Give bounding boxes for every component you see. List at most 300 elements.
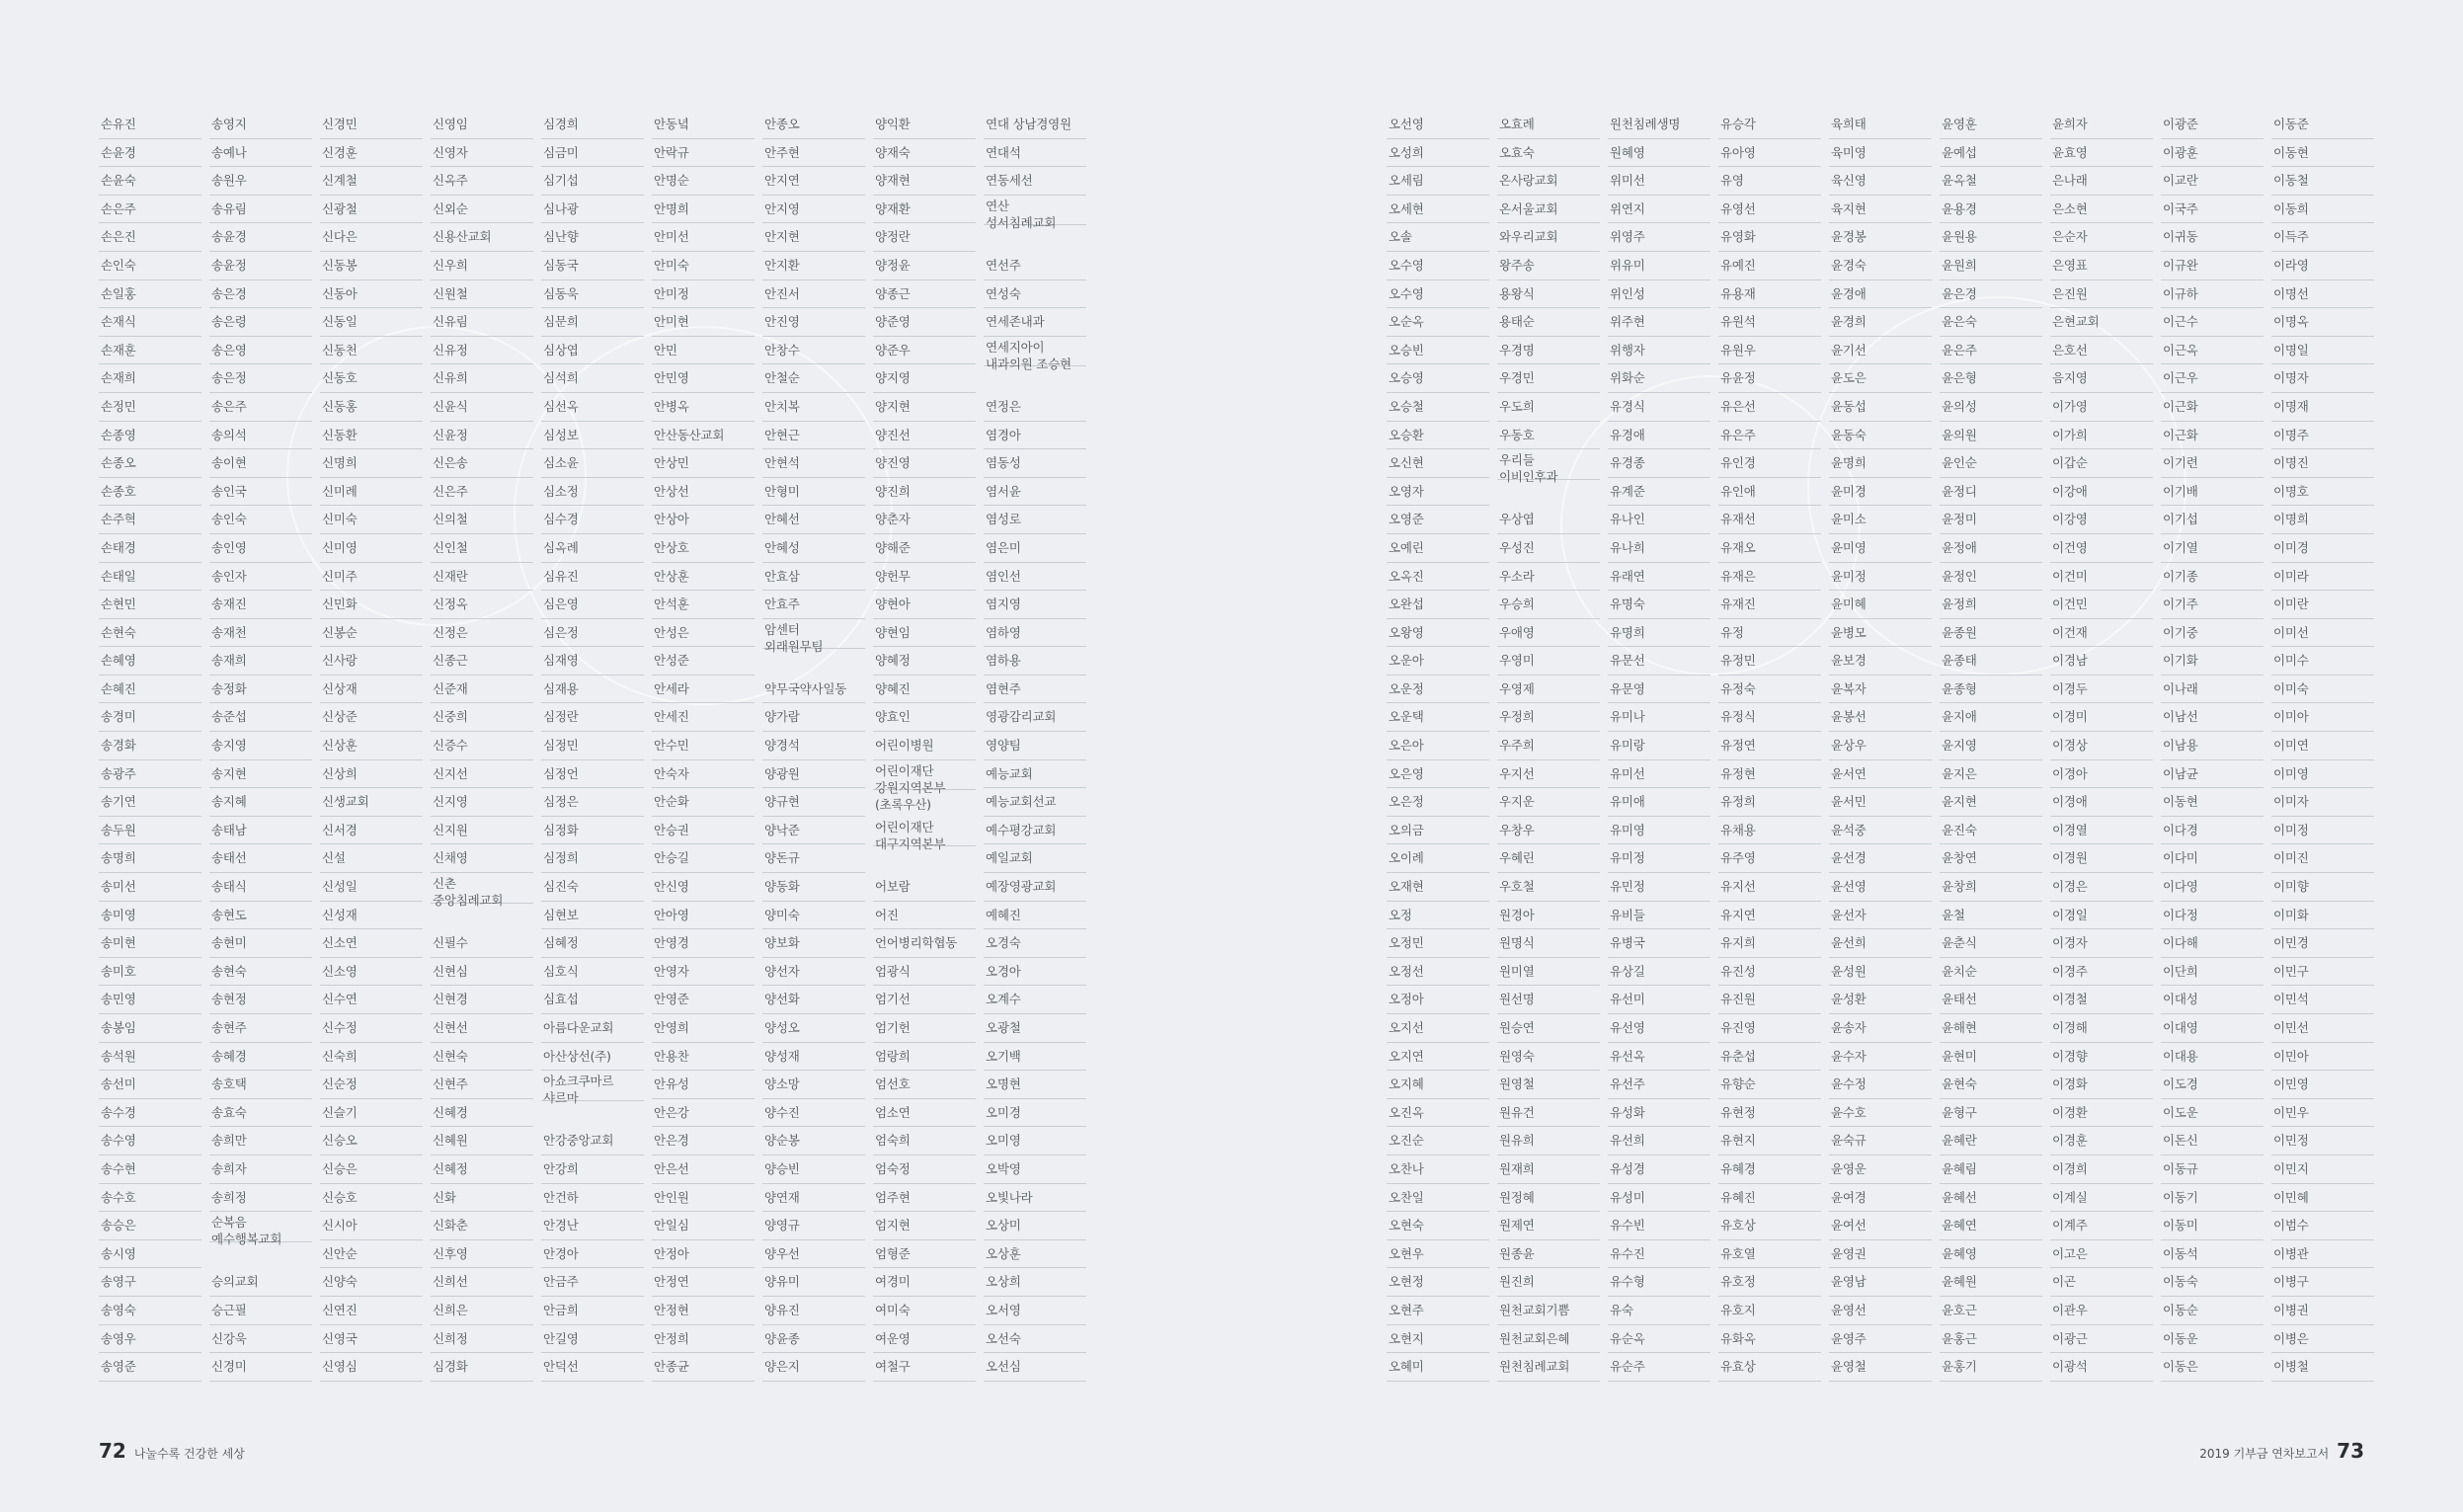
donor-name: 손종오 <box>99 449 201 478</box>
donor-name: 유채용 <box>1718 817 1821 845</box>
donor-name: 양순봉 <box>762 1127 865 1155</box>
donor-name: 유문영 <box>1608 676 1710 704</box>
donor-name: 이미향 <box>2271 873 2374 902</box>
donor-name: 엄광식 <box>873 958 976 987</box>
donor-name: 이미아 <box>2271 703 2374 732</box>
donor-name: 이경향 <box>2050 1043 2153 1072</box>
donor-name: 유현정 <box>1718 1099 1821 1128</box>
donor-name: 신미례 <box>320 478 423 507</box>
donor-name: 양재환 <box>873 196 976 224</box>
donor-name: 여운영 <box>873 1325 976 1354</box>
donor-name: 안상훈 <box>652 563 755 592</box>
donor-name: 이라영 <box>2271 252 2374 280</box>
donor-name: 유수형 <box>1608 1268 1710 1297</box>
donor-name: 안세라 <box>652 676 755 704</box>
donor-name: 유미영 <box>1608 817 1710 845</box>
donor-name: 오경숙 <box>984 929 1086 958</box>
donor-name: 위화순 <box>1608 364 1710 393</box>
donor-name: 송인영 <box>209 534 312 563</box>
donor-name: 원명식 <box>1497 929 1600 958</box>
donor-name: 오선심 <box>984 1353 1086 1382</box>
donor-name: 위행자 <box>1608 337 1710 365</box>
donor-name: 오이례 <box>1387 844 1489 873</box>
donor-name: 안혜선 <box>762 506 865 534</box>
donor-name: 언어병리학협동 <box>873 929 976 958</box>
donor-name: 이경아 <box>2050 760 2153 789</box>
donor-name: 손현민 <box>99 591 201 619</box>
donor-name: 심정언 <box>541 760 644 789</box>
donor-name: 유정민 <box>1718 647 1821 676</box>
donor-name: 유정 <box>1718 619 1821 648</box>
donor-name: 오승철 <box>1387 393 1489 422</box>
donor-name: 오옥진 <box>1387 563 1489 592</box>
donor-name: 신미주 <box>320 563 423 592</box>
donor-name: 안영경 <box>652 929 755 958</box>
donor-name: 윤진숙 <box>1940 817 2042 845</box>
donor-name: 송명희 <box>99 844 201 873</box>
donor-name: 이미연 <box>2271 732 2374 760</box>
donor-name: 안명순 <box>652 167 755 196</box>
donor-name: 이범수 <box>2271 1212 2374 1240</box>
donor-name: 안산동산교회 <box>652 422 755 450</box>
donor-name: 이곤 <box>2050 1268 2153 1297</box>
donor-name: 오수영 <box>1387 280 1489 309</box>
donor-name: 신필수 <box>431 929 533 958</box>
donor-name: 신승호 <box>320 1184 423 1213</box>
donor-name: 송준섭 <box>209 703 312 732</box>
donor-name: 이다영 <box>2161 873 2264 902</box>
donor-name: 엄주현 <box>873 1184 976 1213</box>
donor-name: 오정 <box>1387 902 1489 930</box>
donor-name: 예능교회선교 <box>984 788 1086 817</box>
donor-name: 윤현미 <box>1940 1043 2042 1072</box>
donor-name: 안효주 <box>762 591 865 619</box>
donor-name: 이민아 <box>2271 1043 2374 1072</box>
donor-name: 오운아 <box>1387 647 1489 676</box>
donor-name: 위영주 <box>1608 223 1710 252</box>
donor-name: 심상엽 <box>541 337 644 365</box>
donor-name: 왕주송 <box>1497 252 1600 280</box>
donor-name: 이기종 <box>2161 563 2264 592</box>
donor-name: 이민석 <box>2271 986 2374 1014</box>
donor-name: 안정현 <box>652 1297 755 1325</box>
donor-name: 양선화 <box>762 986 865 1014</box>
donor-name: 이득주 <box>2271 223 2374 252</box>
donor-name: 오지선 <box>1387 1014 1489 1043</box>
donor-name: 우호철 <box>1497 873 1600 902</box>
donor-name: 신재란 <box>431 563 533 592</box>
donor-name: 유진영 <box>1718 1014 1821 1043</box>
donor-name: 양혜진 <box>873 676 976 704</box>
donor-name: 양준영 <box>873 308 976 337</box>
donor-name: 우영미 <box>1497 647 1600 676</box>
donor-name: 약무국약사일동 <box>762 676 865 704</box>
donor-name: 어진 <box>873 902 976 930</box>
donor-name: 윤원희 <box>1940 252 2042 280</box>
donor-name: 손주혁 <box>99 506 201 534</box>
donor-name: 양낙준 <box>762 817 865 845</box>
donor-name: 신영임 <box>431 111 533 139</box>
donor-name: 윤영훈 <box>1940 111 2042 139</box>
donor-name: 이동현 <box>2271 139 2374 168</box>
donor-name: 안세진 <box>652 703 755 732</box>
donor-name: 이민지 <box>2271 1155 2374 1184</box>
donor-name: 유지선 <box>1718 873 1821 902</box>
donor-name: 이규완 <box>2161 252 2264 280</box>
donor-name: 손일홍 <box>99 280 201 309</box>
donor-name: 송원우 <box>209 167 312 196</box>
donor-name: 이국주 <box>2161 196 2264 224</box>
donor-name: 송영준 <box>99 1353 201 1382</box>
donor-name: 신상희 <box>320 760 423 789</box>
donor-name: 유상길 <box>1608 958 1710 987</box>
donor-name: 유은주 <box>1718 422 1821 450</box>
donor-name: 유수빈 <box>1608 1212 1710 1240</box>
donor-name: 이도운 <box>2161 1099 2264 1128</box>
donor-name: 이경훈 <box>2050 1127 2153 1155</box>
donor-name: 이나래 <box>2161 676 2264 704</box>
donor-name: 신종근 <box>431 647 533 676</box>
donor-name: 유경식 <box>1608 393 1710 422</box>
donor-name: 송의석 <box>209 422 312 450</box>
donor-name: 안미정 <box>652 280 755 309</box>
donor-name: 신민화 <box>320 591 423 619</box>
donor-name: 이대용 <box>2161 1043 2264 1072</box>
donor-name: 안형미 <box>762 478 865 507</box>
donor-name: 신시아 <box>320 1212 423 1240</box>
donor-name: 우동호 <box>1497 422 1600 450</box>
donor-name: 오상희 <box>984 1268 1086 1297</box>
donor-name: 안상민 <box>652 449 755 478</box>
donor-name: 안지연 <box>762 167 865 196</box>
donor-name: 엄소연 <box>873 1099 976 1128</box>
donor-name: 손유진 <box>99 111 201 139</box>
donor-name: 안건하 <box>541 1184 644 1213</box>
donor-name: 신영국 <box>320 1325 423 1354</box>
donor-name: 안민 <box>652 337 755 365</box>
donor-name: 오광철 <box>984 1014 1086 1043</box>
donor-name: 염성로 <box>984 506 1086 534</box>
donor-name: 신희정 <box>431 1325 533 1354</box>
donor-name: 안석훈 <box>652 591 755 619</box>
donor-name: 심정민 <box>541 732 644 760</box>
donor-name: 이기열 <box>2161 534 2264 563</box>
donor-name: 이고은 <box>2050 1240 2153 1269</box>
donor-name: 온서울교회 <box>1497 196 1600 224</box>
donor-name: 신숙희 <box>320 1043 423 1072</box>
donor-name: 이대성 <box>2161 986 2264 1014</box>
donor-name: 어린이병원 <box>873 732 976 760</box>
donor-name: 송호택 <box>209 1071 312 1099</box>
donor-name: 신윤식 <box>431 393 533 422</box>
donor-name: 오찬나 <box>1387 1155 1489 1184</box>
donor-name: 오성희 <box>1387 139 1489 168</box>
donor-name: 유나인 <box>1608 506 1710 534</box>
donor-name: 안길영 <box>541 1325 644 1354</box>
donor-name: 신연진 <box>320 1297 423 1325</box>
donor-name: 엄기헌 <box>873 1014 976 1043</box>
donor-name: 윤경숙 <box>1829 252 1932 280</box>
donor-name: 신희은 <box>431 1297 533 1325</box>
donor-name: 신우희 <box>431 252 533 280</box>
donor-name: 이동규 <box>2161 1155 2264 1184</box>
donor-name: 예혜진 <box>984 902 1086 930</box>
donor-name: 양우선 <box>762 1240 865 1269</box>
donor-name: 송광주 <box>99 760 201 789</box>
footer-right <box>2199 1439 2364 1463</box>
donor-name: 송혜경 <box>209 1043 312 1072</box>
donor-name: 유선주 <box>1608 1071 1710 1099</box>
donor-name: 아산상선(주) <box>541 1043 644 1072</box>
donor-name: 송민영 <box>99 986 201 1014</box>
donor-name: 윤희자 <box>2050 111 2153 139</box>
donor-name: 윤미정 <box>1829 563 1932 592</box>
donor-name: 신현주 <box>431 1071 533 1099</box>
donor-name: 이건미 <box>2050 563 2153 592</box>
donor-name: 유명희 <box>1608 619 1710 648</box>
donor-name: 이명일 <box>2271 337 2374 365</box>
donor-name: 안주현 <box>762 139 865 168</box>
donor-name: 송효숙 <box>209 1099 312 1128</box>
donor-name: 윤지영 <box>1940 732 2042 760</box>
donor-name: 양미숙 <box>762 902 865 930</box>
donor-name: 윤현숙 <box>1940 1071 2042 1099</box>
donor-name: 이다경 <box>2161 817 2264 845</box>
donor-name: 이미라 <box>2271 563 2374 592</box>
donor-name: 윤도은 <box>1829 364 1932 393</box>
donor-name: 양효인 <box>873 703 976 732</box>
donor-name: 염하용 <box>984 647 1086 676</box>
donor-name: 윤종원 <box>1940 619 2042 648</box>
donor-name: 양해준 <box>873 534 976 563</box>
donor-name: 송영구 <box>99 1268 201 1297</box>
donor-name: 이미란 <box>2271 591 2374 619</box>
donor-name: 이병은 <box>2271 1325 2374 1354</box>
donor-name: 유은선 <box>1718 393 1821 422</box>
donor-name: 송인국 <box>209 478 312 507</box>
donor-name: 윤선희 <box>1829 929 1932 958</box>
donor-name: 손종영 <box>99 422 201 450</box>
donor-name: 원유희 <box>1497 1127 1600 1155</box>
donor-name: 송미호 <box>99 958 201 987</box>
donor-name: 이동은 <box>2161 1353 2264 1382</box>
donor-name: 원천교회은혜 <box>1497 1325 1600 1354</box>
donor-name: 송승은 <box>99 1212 201 1240</box>
donor-name: 오운택 <box>1387 703 1489 732</box>
donor-name: 오혜미 <box>1387 1353 1489 1382</box>
donor-name: 위인성 <box>1608 280 1710 309</box>
donor-name: 이기배 <box>2161 478 2264 507</box>
donor-name: 이병권 <box>2271 1297 2374 1325</box>
donor-name: 이병철 <box>2271 1353 2374 1382</box>
donor-name: 윤경애 <box>1829 280 1932 309</box>
donor-name: 이미경 <box>2271 534 2374 563</box>
donor-name: 은순자 <box>2050 223 2153 252</box>
donor-name: 유수진 <box>1608 1240 1710 1269</box>
donor-name: 안상아 <box>652 506 755 534</box>
donor-name: 심정란 <box>541 703 644 732</box>
donor-name: 오계수 <box>984 986 1086 1014</box>
donor-name: 은소현 <box>2050 196 2153 224</box>
donor-name: 유재은 <box>1718 563 1821 592</box>
donor-name: 손재희 <box>99 364 201 393</box>
donor-name: 여경미 <box>873 1268 976 1297</box>
donor-name: 심소정 <box>541 478 644 507</box>
donor-name: 연성숙 <box>984 280 1086 309</box>
donor-name: 신화 <box>431 1184 533 1213</box>
donor-name: 신원철 <box>431 280 533 309</box>
donor-name: 엄형준 <box>873 1240 976 1269</box>
donor-name: 신광철 <box>320 196 423 224</box>
donor-name: 유향순 <box>1718 1071 1821 1099</box>
donor-name: 이경철 <box>2050 986 2153 1014</box>
donor-name: 승근필 <box>209 1297 312 1325</box>
donor-name: 신동호 <box>320 364 423 393</box>
donor-name: 이동석 <box>2161 1240 2264 1269</box>
donor-name: 윤보경 <box>1829 647 1932 676</box>
donor-name: 오영자 <box>1387 478 1489 507</box>
donor-name: 원미열 <box>1497 958 1600 987</box>
donor-name: 심선옥 <box>541 393 644 422</box>
donor-name: 이명주 <box>2271 422 2374 450</box>
donor-name-grid-right <box>1387 111 2374 1382</box>
donor-name: 윤영남 <box>1829 1268 1932 1297</box>
donor-name: 윤정희 <box>1940 591 2042 619</box>
donor-name: 신중희 <box>431 703 533 732</box>
donor-name: 양경석 <box>762 732 865 760</box>
donor-name: 이근옥 <box>2161 337 2264 365</box>
donor-name: 양재숙 <box>873 139 976 168</box>
donor-name: 송희자 <box>209 1155 312 1184</box>
donor-name: 안치복 <box>762 393 865 422</box>
donor-name: 송은주 <box>209 393 312 422</box>
donor-name: 예능교회 <box>984 760 1086 789</box>
donor-name: 안미현 <box>652 308 755 337</box>
donor-name: 이귀동 <box>2161 223 2264 252</box>
donor-name: 윤송자 <box>1829 1014 1932 1043</box>
donor-name: 안금희 <box>541 1297 644 1325</box>
donor-name: 유화옥 <box>1718 1325 1821 1354</box>
donor-name: 심동국 <box>541 252 644 280</box>
donor-name: 이미진 <box>2271 844 2374 873</box>
donor-name: 송윤경 <box>209 223 312 252</box>
donor-name: 윤형구 <box>1940 1099 2042 1128</box>
donor-name: 엄랑희 <box>873 1043 976 1072</box>
donor-name: 유문선 <box>1608 647 1710 676</box>
donor-name: 윤정애 <box>1940 534 2042 563</box>
donor-name: 양유진 <box>762 1297 865 1325</box>
donor-name: 손종호 <box>99 478 201 507</box>
donor-name: 음지영 <box>2050 364 2153 393</box>
donor-name: 송윤정 <box>209 252 312 280</box>
donor-name: 안병옥 <box>652 393 755 422</box>
donor-name: 윤상우 <box>1829 732 1932 760</box>
donor-name: 신지영 <box>431 788 533 817</box>
donor-name: 윤예섭 <box>1940 139 2042 168</box>
donor-name: 이건민 <box>2050 591 2153 619</box>
donor-name: 염인선 <box>984 563 1086 592</box>
donor-name: 윤석중 <box>1829 817 1932 845</box>
donor-name: 손정민 <box>99 393 201 422</box>
donor-name: 송두원 <box>99 817 201 845</box>
donor-name: 심호식 <box>541 958 644 987</box>
donor-name: 윤춘식 <box>1940 929 2042 958</box>
donor-name: 유선미 <box>1608 986 1710 1014</box>
donor-name: 원천교회기쁨 <box>1497 1297 1600 1325</box>
donor-name: 우영제 <box>1497 676 1600 704</box>
donor-name: 유미정 <box>1608 844 1710 873</box>
donor-name: 유지희 <box>1718 929 1821 958</box>
donor-name: 송현도 <box>209 902 312 930</box>
donor-name: 심혜정 <box>541 929 644 958</box>
donor-name: 이명진 <box>2271 449 2374 478</box>
donor-name: 양준우 <box>873 337 976 365</box>
donor-name: 이광훈 <box>2161 139 2264 168</box>
donor-name: 유선희 <box>1608 1127 1710 1155</box>
donor-name: 안창수 <box>762 337 865 365</box>
donor-name: 이다미 <box>2161 844 2264 873</box>
donor-name: 안정연 <box>652 1268 755 1297</box>
donor-name: 윤수정 <box>1829 1071 1932 1099</box>
donor-name: 오빛나라 <box>984 1184 1086 1213</box>
donor-name: 윤은숙 <box>1940 308 2042 337</box>
donor-name: 윤선자 <box>1829 902 1932 930</box>
donor-name: 안은경 <box>652 1127 755 1155</box>
donor-name: 유혜경 <box>1718 1155 1821 1184</box>
donor-name: 송경미 <box>99 703 201 732</box>
donor-name: 안은강 <box>652 1099 755 1128</box>
donor-name: 윤수자 <box>1829 1043 1932 1072</box>
donor-name: 연동세선 <box>984 167 1086 196</box>
donor-name: 오신현 <box>1387 449 1489 478</box>
donor-name: 양성재 <box>762 1043 865 1072</box>
donor-name: 양성오 <box>762 1014 865 1043</box>
donor-name: 양영규 <box>762 1212 865 1240</box>
donor-name: 손은주 <box>99 196 201 224</box>
donor-name: 신설 <box>320 844 423 873</box>
donor-name: 오박영 <box>984 1155 1086 1184</box>
donor-name: 안용찬 <box>652 1043 755 1072</box>
donor-name: 유계준 <box>1608 478 1710 507</box>
donor-name: 송수호 <box>99 1184 201 1213</box>
donor-name: 양수진 <box>762 1099 865 1128</box>
donor-name: 심난향 <box>541 223 644 252</box>
donor-name: 유호상 <box>1718 1212 1821 1240</box>
donor-name: 오정선 <box>1387 958 1489 987</box>
donor-name: 예장영광교회 <box>984 873 1086 902</box>
donor-name: 윤은경 <box>1940 280 2042 309</box>
donor-name: 이광근 <box>2050 1325 2153 1354</box>
donor-name: 염현주 <box>984 676 1086 704</box>
donor-name: 오서영 <box>984 1297 1086 1325</box>
donor-name: 윤혜원 <box>1940 1268 2042 1297</box>
donor-name: 송재진 <box>209 591 312 619</box>
donor-name: 유성경 <box>1608 1155 1710 1184</box>
donor-name: 송이현 <box>209 449 312 478</box>
donor-name: 윤선경 <box>1829 844 1932 873</box>
donor-name: 심문희 <box>541 308 644 337</box>
donor-name: 이남용 <box>2161 732 2264 760</box>
donor-name: 이기련 <box>2161 449 2264 478</box>
donor-name: 이민우 <box>2271 1099 2374 1128</box>
donor-name: 유승각 <box>1718 111 1821 139</box>
donor-name: 신외순 <box>431 196 533 224</box>
donor-name: 안민영 <box>652 364 755 393</box>
donor-name: 윤서민 <box>1829 788 1932 817</box>
donor-name: 신현숙 <box>431 1043 533 1072</box>
donor-name: 신상훈 <box>320 732 423 760</box>
donor-name: 심현보 <box>541 902 644 930</box>
